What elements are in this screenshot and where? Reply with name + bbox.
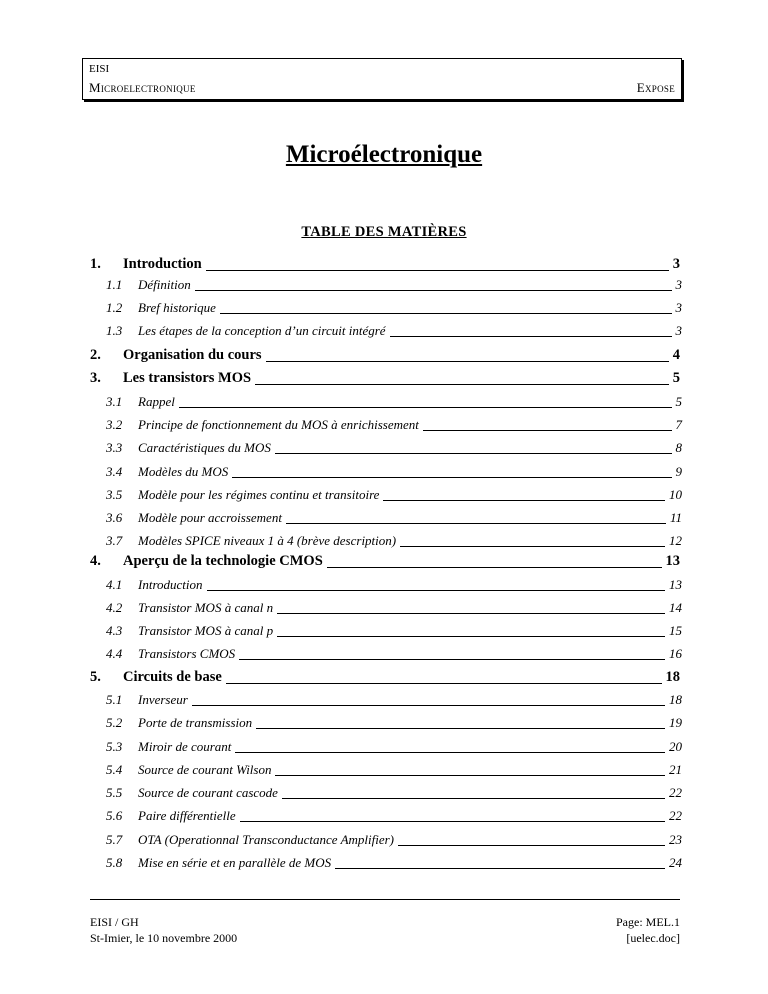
toc-leader-line — [255, 384, 669, 385]
toc-entry-label: Modèle pour les régimes continu et transitoire — [138, 487, 380, 502]
toc-entry-page: 7 — [675, 417, 682, 432]
toc-entry-page: 8 — [675, 440, 682, 455]
toc-entry-label: Principe de fonctionnement du MOS à enrichissement — [138, 417, 419, 432]
footer-page: Page: MEL.1 — [616, 915, 680, 929]
toc-leader-line — [192, 705, 665, 706]
toc-entry-page: 11 — [669, 510, 682, 525]
toc-entry-number: 5.6 — [106, 808, 123, 823]
toc-entry-label: Miroir de courant — [138, 739, 232, 754]
toc-leader-line — [282, 798, 665, 799]
toc-leader-line — [400, 546, 665, 547]
toc-entry-number: 4.2 — [106, 600, 123, 615]
toc-entry-number: 4.3 — [106, 623, 123, 638]
toc-leader-line — [286, 523, 666, 524]
toc-entry-label: Modèle pour accroissement — [138, 510, 282, 525]
toc-entry-number: 3.2 — [106, 417, 123, 432]
toc-entry-label: Modèles du MOS — [138, 464, 229, 479]
toc-entry-page: 24 — [669, 855, 682, 870]
toc-entry-label: Circuits de base — [123, 669, 222, 685]
toc-entry-number: 4.1 — [106, 577, 123, 592]
toc-leader-line — [239, 659, 665, 660]
toc-entry-label: Aperçu de la technologie CMOS — [123, 553, 323, 569]
toc-entry-label: Définition — [138, 277, 191, 292]
toc-entry-page: 13 — [665, 553, 680, 569]
toc-leader-line — [390, 336, 672, 337]
toc-entry-page: 4 — [672, 347, 680, 363]
toc-entry-number: 1.2 — [106, 300, 123, 315]
toc-leader-line — [327, 567, 662, 568]
toc-leader-line — [206, 270, 669, 271]
toc-leader-line — [423, 430, 672, 431]
header-org: EISI — [89, 63, 110, 75]
toc-leader-line — [398, 845, 665, 846]
toc-leader-line — [383, 500, 665, 501]
document-title: Microélectronique — [285, 141, 483, 168]
toc-entry-label: Bref historique — [138, 300, 216, 315]
toc-entry-number: 5.7 — [106, 832, 123, 847]
toc-leader-line — [240, 821, 665, 822]
toc-entry-number: 3.1 — [106, 394, 123, 409]
toc-entry-page: 5 — [672, 370, 680, 386]
toc-leader-line — [220, 313, 672, 314]
toc-entry-page: 3 — [675, 300, 682, 315]
toc-entry-page: 5 — [675, 394, 682, 409]
toc-entry-number: 3.7 — [106, 533, 123, 548]
toc-leader-line — [275, 453, 672, 454]
toc-entry-number: 1.3 — [106, 323, 123, 338]
toc-entry-page: 21 — [669, 762, 682, 777]
page-header — [82, 58, 682, 100]
toc-entry-page: 9 — [675, 464, 682, 479]
toc-entry-page: 22 — [669, 808, 682, 823]
toc-leader-line — [277, 613, 665, 614]
toc-leader-line — [226, 683, 662, 684]
toc-leader-line — [179, 407, 672, 408]
footer-date: St-Imier, le 10 novembre 2000 — [90, 931, 238, 945]
toc-entry-label: Porte de transmission — [138, 715, 253, 730]
toc-entry-page: 3 — [672, 256, 680, 272]
toc-entry-label: Transistor MOS à canal n — [138, 600, 274, 615]
toc-entry-number: 5.3 — [106, 739, 123, 754]
toc-leader-line — [195, 290, 672, 291]
footer-rule — [90, 899, 680, 900]
toc-entry-number: 5.2 — [106, 715, 123, 730]
toc-entry-number: 3.3 — [106, 440, 123, 455]
toc-entry-page: 19 — [669, 715, 682, 730]
toc-heading: TABLE DES MATIÈRES — [301, 224, 467, 240]
toc-entry-page: 14 — [669, 600, 682, 615]
toc-entry-label: Transistor MOS à canal p — [138, 623, 274, 638]
toc-entry-number: 5.4 — [106, 762, 123, 777]
toc-entry-number: 5.8 — [106, 855, 123, 870]
toc-entry-label: Introduction — [123, 256, 202, 272]
toc-entry-page: 23 — [669, 832, 682, 847]
toc-leader-line — [207, 590, 665, 591]
toc-entry-label: Mise en série et en parallèle de MOS — [138, 855, 332, 870]
footer-author: EISI / GH — [90, 915, 139, 929]
toc-entry-number: 4. — [90, 553, 101, 569]
toc-entry-page: 18 — [665, 669, 680, 685]
toc-entry-label: Paire différentielle — [138, 808, 236, 823]
toc-entry-label: Source de courant cascode — [138, 785, 278, 800]
toc-entry-label: Introduction — [138, 577, 203, 592]
toc-entry-label: Rappel — [138, 394, 175, 409]
toc-entry-page: 12 — [669, 533, 682, 548]
toc-leader-line — [266, 361, 669, 362]
toc-entry-page: 22 — [669, 785, 682, 800]
toc-leader-line — [232, 477, 671, 478]
toc-entry-number: 5.1 — [106, 692, 123, 707]
toc-entry-page: 18 — [669, 692, 682, 707]
toc-entry-number: 4.4 — [106, 646, 123, 661]
toc-entry-number: 2. — [90, 347, 101, 363]
footer-file: [uelec.doc] — [626, 931, 680, 945]
toc-entry-number: 3. — [90, 370, 101, 386]
toc-entry-number: 3.6 — [106, 510, 123, 525]
toc-leader-line — [256, 728, 665, 729]
toc-leader-line — [335, 868, 665, 869]
toc-entry-number: 5.5 — [106, 785, 123, 800]
toc-entry-page: 3 — [675, 277, 682, 292]
toc-leader-line — [277, 636, 665, 637]
toc-entry-page: 3 — [675, 323, 682, 338]
toc-entry-number: 1.1 — [106, 277, 123, 292]
toc-entry-page: 16 — [669, 646, 682, 661]
toc-entry-page: 20 — [669, 739, 682, 754]
header-doc-title: Microelectronique — [89, 80, 196, 95]
toc-leader-line — [275, 775, 665, 776]
header-doc-type: Expose — [636, 80, 675, 95]
toc-entry-number: 1. — [90, 256, 101, 272]
toc-entry-number: 5. — [90, 669, 101, 685]
toc-entry-number: 3.5 — [106, 487, 123, 502]
toc-entry-label: Modèles SPICE niveaux 1 à 4 (brève description) — [138, 533, 397, 548]
toc-entry-label: Organisation du cours — [123, 347, 262, 363]
toc-entry-number: 3.4 — [106, 464, 123, 479]
toc-entry-label: OTA (Operationnal Transconductance Amplifier) — [138, 832, 395, 847]
toc-entry-label: Inverseur — [138, 692, 188, 707]
toc-entry-label: Les étapes de la conception d’un circuit intégré — [138, 323, 386, 338]
toc-leader-line — [235, 752, 665, 753]
toc-entry-page: 15 — [669, 623, 682, 638]
toc-entry-label: Les transistors MOS — [123, 370, 252, 386]
toc-entry-label: Transistors CMOS — [138, 646, 236, 661]
toc-entry-label: Caractéristiques du MOS — [138, 440, 271, 455]
toc-entry-page: 10 — [669, 487, 682, 502]
toc-entry-page: 13 — [669, 577, 682, 592]
toc-entry-label: Source de courant Wilson — [138, 762, 272, 777]
